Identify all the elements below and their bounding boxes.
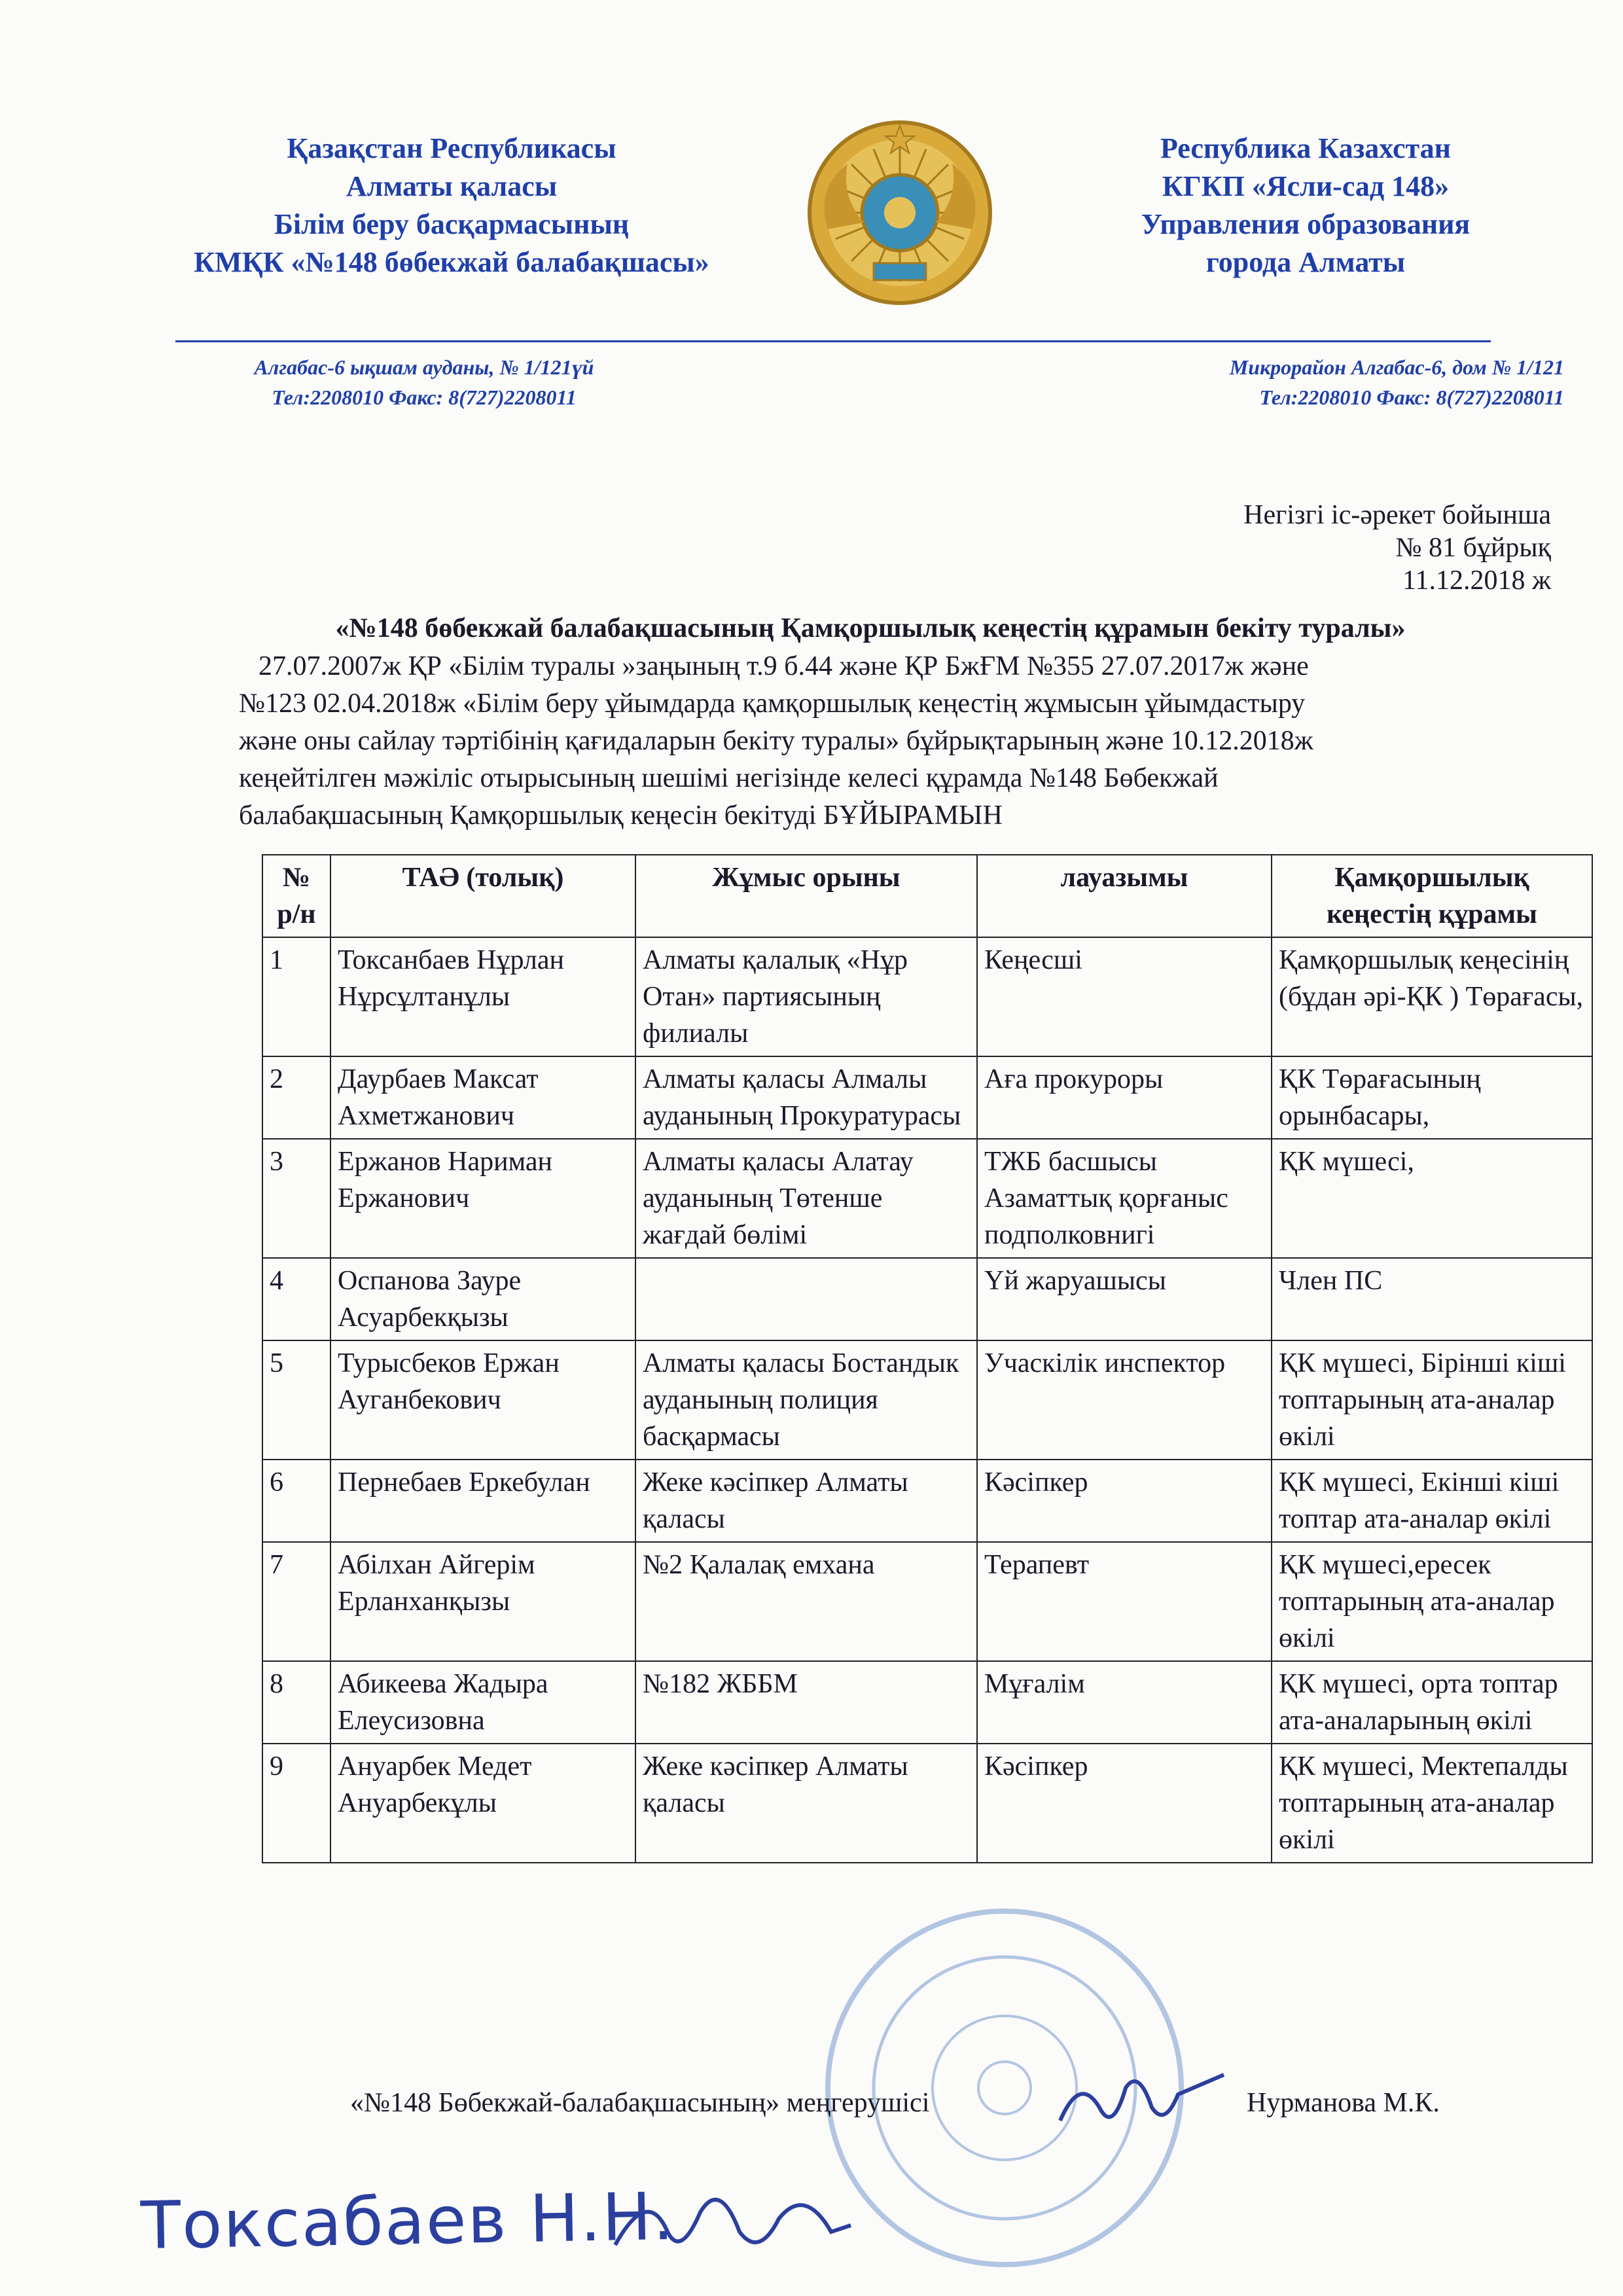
cell-workplace: Алматы қалалық «Нұр Отан» партиясының филиалы [635,937,977,1056]
signature-icon [1054,2062,1237,2140]
address-ru [1080,352,1564,412]
cell-role: Член ПС [1272,1258,1592,1340]
cell-workplace: №182 ЖББМ [635,1661,977,1744]
cell-position: Үй жаруашысы [977,1258,1272,1340]
cell-fullname: Турысбеков Ержан Ауганбекович [330,1340,635,1460]
table-row [262,1139,1592,1258]
state-emblem-icon [802,118,998,308]
cell-position: Терапевт [977,1542,1272,1661]
address-kz-line: Алгабас-6 ықшам ауданы, № 1/121үй [254,355,594,379]
address-kz [175,352,673,412]
cell-fullname: Абикеева Жадыра Елеусизовна [330,1661,635,1744]
signatory-name: Нурманова М.К. [1247,2088,1440,2118]
order-number: № 81 бұйрық [1395,533,1551,563]
table-row [262,1258,1592,1340]
cell-role: ҚК мүшесі, Бірінші кіші топтарының ата-аналар өкілі [1272,1340,1592,1460]
table-row [262,1340,1592,1460]
preamble-line: №123 02.04.2018ж «Білім беру ұйымдарда қамқоршылық кеңестің жұмысын ұйымдастыру [239,689,1306,719]
cell-position: Учаскілік инспектор [977,1340,1272,1460]
cell-fullname: Даурбаев Максат Ахметжанович [330,1056,635,1139]
preamble-line: және оны сайлау тәртібінің қағидаларын бекіту туралы» бұйрықтарының және 10.12.2018ж [239,726,1313,756]
cell-number: 7 [262,1542,330,1661]
handwritten-signature-icon [609,2173,857,2271]
cell-fullname: Ануарбек Медет Ануарбекұлы [330,1744,635,1863]
handwritten-name: Токсабаев Н.Н. [140,2178,676,2265]
cell-fullname: Оспанова Зауре Асуарбекқызы [330,1258,635,1340]
header-ru-line: Республика Казахстан [1160,132,1452,164]
cell-role: ҚК мүшесі, Екінші кіші топтар ата-аналар өкілі [1272,1460,1592,1542]
cell-workplace: Жеке кәсіпкер Алматы қаласы [635,1744,977,1863]
cell-role: Қамқоршылық кеңесінің (бұдан әрі-ҚК ) Төрағасы, [1272,937,1592,1056]
cell-position: Кәсіпкер [977,1744,1272,1863]
cell-fullname: Абілхан Айгерім Ерланханқызы [330,1542,635,1661]
preamble-line: кеңейтілген мәжіліс отырысының шешімі негізінде келесі құрамда №148 Бөбекжай [239,763,1219,793]
col-role-header: Қамқоршылық кеңестің құрамы [1272,855,1592,937]
members-table [262,854,1593,1863]
col-number-header: № р/н [262,855,330,937]
col-workplace-header: Жұмыс орыны [635,855,977,937]
preamble-line: 27.07.2007ж ҚР «Білім туралы »заңының т.9 б.44 және ҚР БжҒМ №355 27.07.2017ж және [259,651,1309,681]
table-header-row [262,855,1592,937]
signatory-position: «№148 Бөбекжай-балабақшасының» меңгерушісі [350,2088,930,2118]
table-row [262,1661,1592,1744]
cell-number: 3 [262,1139,330,1258]
cell-role: ҚК мүшесі, [1272,1139,1592,1258]
cell-number: 6 [262,1460,330,1542]
cell-position: Аға прокуроры [977,1056,1272,1139]
table-row [262,1056,1592,1139]
table-row [262,1542,1592,1661]
order-title: «№148 бөбекжай балабақшасының Қамқоршылық кеңестің құрамын бекіту туралы» [335,613,1406,643]
header-ru-line: Управления образования [1141,208,1471,240]
table-row [262,937,1592,1056]
cell-workplace: №2 Қалалақ емхана [635,1542,977,1661]
cell-role: ҚК мүшесі,ересек топтарының ата-аналар өкілі [1272,1542,1592,1661]
cell-number: 2 [262,1056,330,1139]
header-kz-line: Алматы қаласы [346,170,558,202]
cell-number: 1 [262,937,330,1056]
cell-role: ҚК мүшесі, орта топтар ата-аналарының өкілі [1272,1661,1592,1744]
cell-position: Кеңесші [977,937,1272,1056]
cell-workplace: Жеке кәсіпкер Алматы қаласы [635,1460,977,1542]
cell-position: Кәсіпкер [977,1460,1272,1542]
preamble-line: балабақшасының Қамқоршылық кеңесін бекітуді БҰЙЫРАМЫН [239,800,1003,831]
cell-role: ҚК Төрағасының орынбасары, [1272,1056,1592,1139]
cell-workplace: Алматы қаласы Алатау ауданының Төтенше жағдай бөлімі [635,1139,977,1258]
header-ru-line: КГКП «Ясли-сад 148» [1162,170,1450,202]
address-ru-line: Тел:2208010 Факс: 8(727)2208011 [1259,386,1564,409]
cell-fullname: Токсанбаев Нұрлан Нұрсұлтанұлы [330,937,635,1056]
address-ru-line: Микрорайон Алгабас-6, дом № 1/121 [1229,355,1564,379]
cell-workplace: Алматы қаласы Алмалы ауданының Прокуратурасы [635,1056,977,1139]
cell-role: ҚК мүшесі, Мектепалды топтарының ата-аналар өкілі [1272,1744,1592,1863]
cell-position: ТЖБ басшысы Азаматтық қорғаныс подполковнигі [977,1139,1272,1258]
order-date: 11.12.2018 ж [1402,565,1551,596]
cell-workplace [635,1258,977,1340]
header-kz-line: Білім беру басқармасының [274,208,630,240]
order-meta [1243,499,1551,597]
table-row [262,1460,1592,1542]
order-preamble [239,648,1544,834]
header-kz-line: Қазақстан Республикасы [287,132,616,164]
col-position-header: лауазымы [977,855,1272,937]
cell-fullname: Пернебаев Еркебулан [330,1460,635,1542]
header-kz-line: КМҚК «№148 бөбекжай балабақшасы» [194,246,709,278]
cell-number: 8 [262,1661,330,1744]
header-kz [131,130,772,281]
header-ru-line: города Алматы [1205,246,1406,278]
header-divider [175,340,1491,342]
header-ru [1034,130,1577,281]
cell-number: 5 [262,1340,330,1460]
cell-fullname: Ержанов Нариман Ержанович [330,1139,635,1258]
cell-position: Мұғалім [977,1661,1272,1744]
order-basis: Негізгі іс-әрекет бойынша [1243,500,1551,530]
col-fullname-header: ТАӘ (толық) [330,855,635,937]
cell-number: 4 [262,1258,330,1340]
table-row [262,1744,1592,1863]
cell-number: 9 [262,1744,330,1863]
address-kz-line: Тел:2208010 Факс: 8(727)2208011 [272,386,577,409]
cell-workplace: Алматы қаласы Бостандык ауданының полиция басқармасы [635,1340,977,1460]
